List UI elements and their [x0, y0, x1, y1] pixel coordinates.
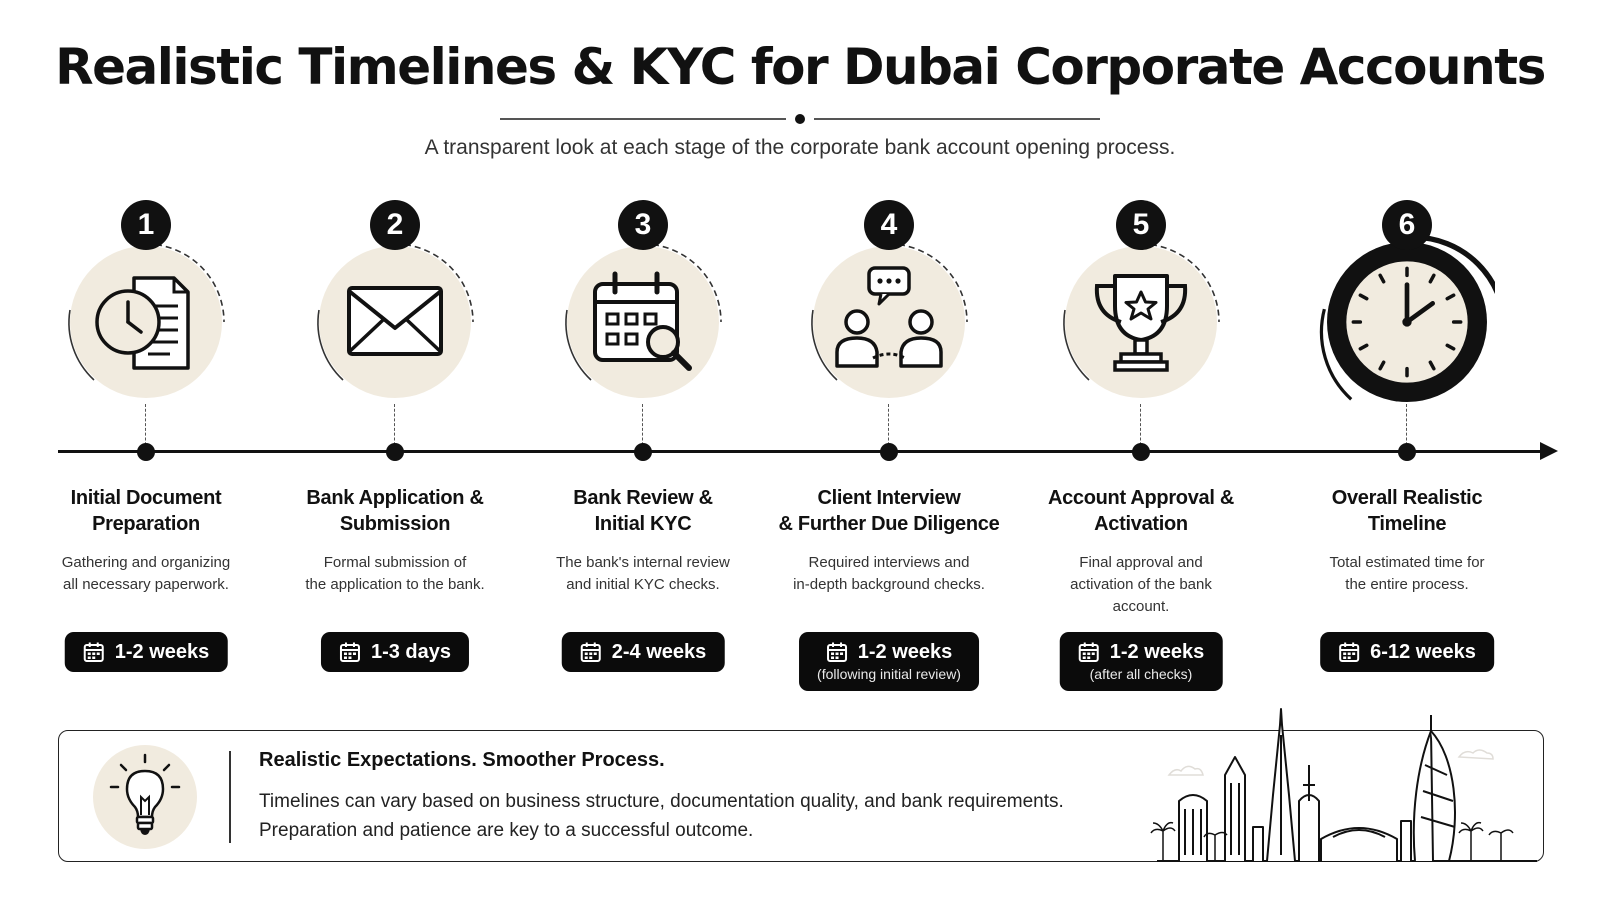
panel-line-1: Timelines can vary based on business structure, documentation quality, and bank requirements.: [259, 791, 1064, 812]
step-description: The bank's internal review and initial KYC checks.: [556, 554, 730, 593]
timeline-step-2: [275, 190, 515, 710]
timeline-step-3: [523, 190, 763, 710]
page-subtitle: A transparent look at each stage of the corporate bank account opening process.: [424, 136, 1176, 159]
duration-note: (after all checks): [1089, 666, 1193, 682]
expectations-panel: [58, 730, 1544, 862]
step-description: Total estimated time for the entire process.: [1329, 554, 1485, 593]
timeline-node: [137, 443, 155, 461]
panel-heading: Realistic Expectations. Smoother Process.: [259, 749, 665, 771]
page-title: Realistic Timelines & KYC for Dubai Corporate Accounts: [55, 38, 1545, 96]
step-title: Overall Realistic Timeline: [1331, 487, 1483, 535]
title-divider: [500, 118, 1100, 120]
calendar-icon: [1338, 641, 1360, 663]
timeline-step-5: [1021, 190, 1261, 710]
timeline-step-1: [26, 190, 266, 710]
duration-value: 6-12 weeks: [1370, 641, 1476, 663]
clock-document-icon: [86, 262, 206, 382]
panel-text: [259, 787, 1064, 845]
timeline-node: [880, 443, 898, 461]
duration-badge: [562, 632, 725, 672]
timeline-arrow-icon: [1540, 442, 1558, 460]
lightbulb-icon: [103, 749, 187, 845]
calendar-icon: [339, 641, 361, 663]
step-title: Client Interview & Further Due Diligence: [778, 487, 1000, 535]
envelope-icon: [335, 262, 455, 382]
timeline-node: [1132, 443, 1150, 461]
step-description: Gathering and organizing all necessary paperwork.: [61, 554, 231, 593]
calendar-icon: [83, 641, 105, 663]
clock-icon: [1337, 252, 1477, 392]
duration-badge: [799, 632, 979, 691]
timeline-node: [1398, 443, 1416, 461]
calendar-search-icon: [583, 262, 703, 382]
step-number-badge: 4: [864, 200, 914, 250]
step-description: Final approval and activation of the bank account.: [1070, 554, 1212, 615]
step-title: Bank Application & Submission: [306, 487, 484, 535]
trophy-icon: [1081, 262, 1201, 382]
step-title: Bank Review & Initial KYC: [573, 487, 713, 535]
step-number-badge: 5: [1116, 200, 1166, 250]
calendar-icon: [580, 641, 602, 663]
calendar-icon: [1078, 641, 1100, 663]
duration-value: 1-2 weeks: [114, 641, 210, 663]
duration-badge: [321, 632, 469, 672]
duration-value: 1-2 weeks: [857, 641, 953, 663]
duration-note: (following initial review): [817, 666, 961, 682]
calendar-icon: [826, 641, 848, 663]
duration-badge: [1320, 632, 1494, 672]
step-number-badge: 2: [370, 200, 420, 250]
duration-value: 1-3 days: [370, 641, 452, 663]
dubai-skyline-icon: [1149, 705, 1539, 863]
duration-badge: [1060, 632, 1223, 691]
step-number-badge: 6: [1382, 200, 1432, 250]
timeline-node: [386, 443, 404, 461]
step-description: Formal submission of the application to the bank.: [305, 554, 485, 593]
step-number-badge: 1: [121, 200, 171, 250]
step-description: Required interviews and in-depth background checks.: [793, 554, 985, 593]
step-number-badge: 3: [618, 200, 668, 250]
step-title: Initial Document Preparation: [70, 487, 222, 535]
timeline-step-6: [1287, 190, 1527, 710]
step-title: Account Approval & Activation: [1047, 487, 1235, 535]
duration-value: 2-4 weeks: [611, 641, 707, 663]
panel-line-2: Preparation and patience are key to a successful outcome.: [259, 820, 754, 841]
timeline-step-4: [769, 190, 1009, 710]
duration-badge: [65, 632, 228, 672]
interview-people-icon: [829, 262, 949, 382]
timeline-node: [634, 443, 652, 461]
duration-value: 1-2 weeks: [1109, 641, 1205, 663]
